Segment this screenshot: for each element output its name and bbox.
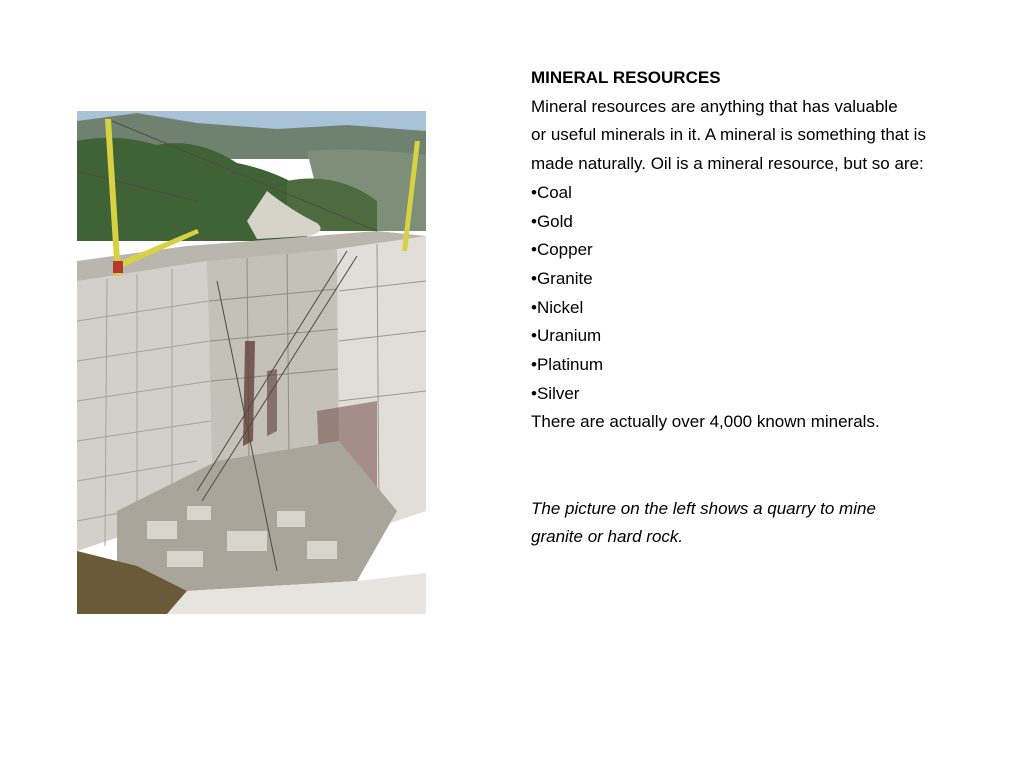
mineral-name: Platinum [536, 355, 604, 375]
photo-caption-line: The picture on the left shows a quarry to mine [531, 498, 876, 518]
bullet-icon: • [531, 240, 537, 260]
stain [243, 341, 255, 446]
closing-sentence: There are actually over 4,000 known minerals. [531, 412, 880, 432]
mineral-name: Coal [536, 182, 572, 202]
photo-caption-line: granite or hard rock. [531, 527, 684, 547]
bullet-icon: • [531, 268, 537, 288]
mineral-name: Copper [536, 240, 593, 260]
bullet-icon: • [531, 326, 537, 346]
mineral-name: Gold [536, 211, 573, 231]
mineral-name: Nickel [536, 297, 584, 317]
granite-quarry-photo [77, 111, 426, 614]
list-item [531, 265, 1001, 294]
mineral-name: Granite [536, 268, 593, 288]
intro-line: or useful minerals in it. A mineral is something that is [531, 125, 926, 145]
mineral-list [531, 179, 1001, 409]
section-heading: MINERAL RESOURCES [531, 68, 721, 87]
list-item [531, 236, 1001, 265]
list-item [531, 351, 1001, 380]
bullet-icon: • [531, 297, 537, 317]
intro-line: Mineral resources are anything that has valuable [531, 96, 898, 116]
text-content [531, 64, 1001, 552]
bullet-icon: • [531, 383, 537, 403]
list-item [531, 322, 1001, 351]
list-item [531, 208, 1001, 237]
list-item [531, 380, 1001, 409]
mineral-name: Uranium [536, 326, 602, 346]
list-item [531, 294, 1001, 323]
spacer [531, 437, 1001, 494]
bullet-icon: • [531, 355, 537, 375]
list-item [531, 179, 1001, 208]
bullet-icon: • [531, 182, 537, 202]
mineral-name: Silver [536, 383, 580, 403]
bullet-icon: • [531, 211, 537, 231]
intro-line: made naturally. Oil is a mineral resource, but so are: [531, 154, 924, 174]
stain [267, 369, 277, 436]
quarry-illustration [77, 111, 426, 614]
